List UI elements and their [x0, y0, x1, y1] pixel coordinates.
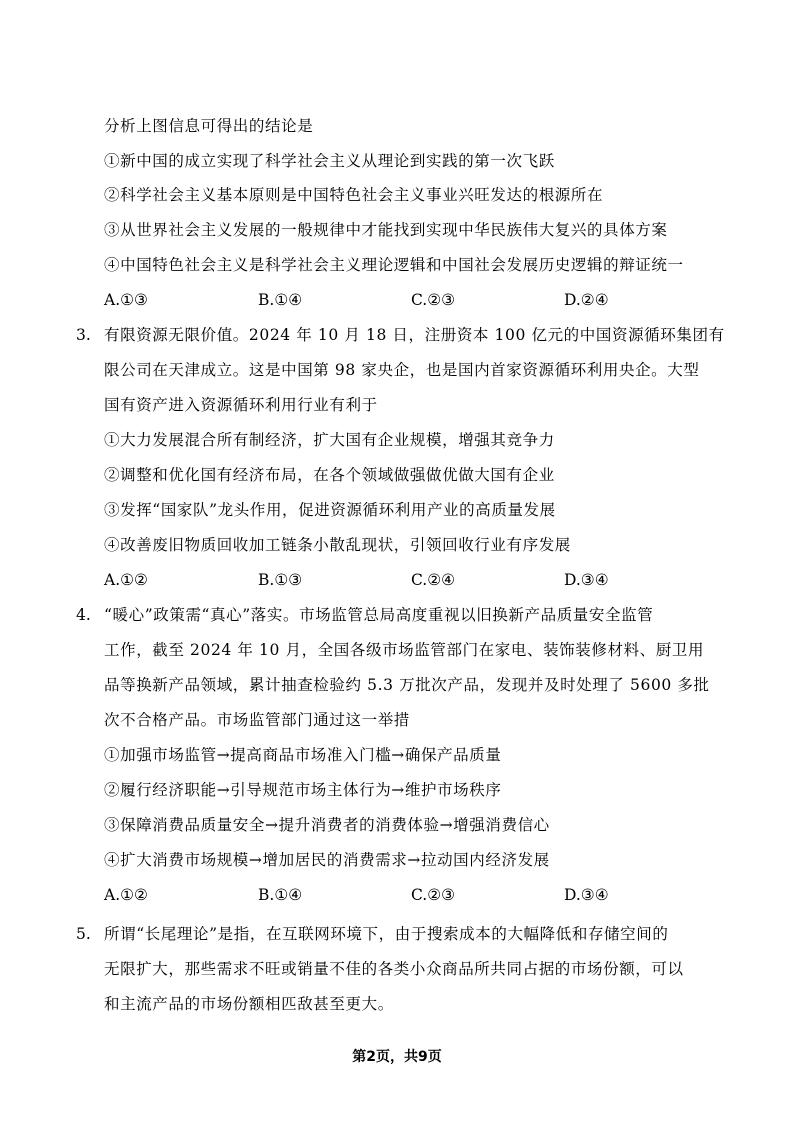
q4-option-c: C.②③: [411, 886, 456, 904]
q4-item-3: ③保障消费品质量安全→提升消费者的消费体验→增强消费信心: [104, 816, 550, 834]
q3-option-c: C.②④: [411, 571, 456, 589]
page-number-footer: 第2页，共9页: [352, 1049, 442, 1065]
q2-item-4: ④中国特色社会主义是科学社会主义理论逻辑和中国社会发展历史逻辑的辩证统一: [104, 256, 684, 274]
q5-stem-line-1: 所谓“长尾理论”是指，在互联网环境下，由于搜索成本的大幅降低和存储空间的: [104, 925, 669, 943]
q4-options: [104, 883, 724, 907]
q4-stem-line-2: 工作，截至 2024 年 10 月，全国各级市场监管部门在家电、装饰装修材料、厨卫用: [104, 641, 705, 659]
q4-stem-line-1: “暖心”政策需“真心”落实。市场监管总局高度重视以旧换新产品质量安全监管: [104, 606, 654, 624]
q2-item-1: ①新中国的成立实现了科学社会主义从理论到实践的第一次飞跃: [104, 152, 555, 170]
q3-stem-line-2: 限公司在天津成立。这是中国第 98 家央企，也是国内首家资源循环利用央企。大型: [104, 361, 700, 379]
q4-option-d: D.③④: [564, 886, 609, 904]
q2-item-3: ③从世界社会主义发展的一般规律中才能找到实现中华民族伟大复兴的具体方案: [104, 221, 668, 239]
q2-option-a: A.①③: [104, 291, 148, 309]
q4-stem-line-3: 品等换新产品领域，累计抽查检验约 5.3 万批次产品，发现并及时处理了 5600 多批: [104, 676, 710, 694]
q2-option-c: C.②③: [411, 291, 456, 309]
q4-option-a: A.①②: [104, 886, 148, 904]
q4-item-2: ②履行经济职能→引导规范市场主体行为→维护市场秩序: [104, 781, 502, 799]
q3-stem-line-1: 有限资源无限价值。2024 年 10 月 18 日，注册资本 100 亿元的中国资源循环集团有: [104, 326, 725, 344]
q5-stem-line-3: 和主流产品的市场份额相匹敌甚至更大。: [104, 995, 394, 1013]
q3-item-2: ②调整和优化国有经济布局，在各个领域做强做优做大国有企业: [104, 466, 555, 484]
q3-option-d: D.③④: [564, 571, 609, 589]
q2-item-2: ②科学社会主义基本原则是中国特色社会主义事业兴旺发达的根源所在: [104, 186, 604, 204]
q4-item-1: ①加强市场监管→提高商品市场准入门槛→确保产品质量: [104, 746, 502, 764]
q4-stem-line-4: 次不合格产品。市场监管部门通过这一举措: [104, 711, 410, 729]
q2-option-d: D.②④: [564, 291, 609, 309]
q3-option-b: B.①③: [258, 571, 303, 589]
q4-number: 4.: [76, 606, 91, 624]
q3-option-a: A.①②: [104, 571, 148, 589]
q3-options: [104, 568, 724, 592]
q2-options: [104, 288, 724, 312]
q2-stem: 分析上图信息可得出的结论是: [104, 117, 314, 135]
q3-item-3: ③发挥“国家队”龙头作用，促进资源循环利用产业的高质量发展: [104, 501, 556, 519]
q4-item-4: ④扩大消费市场规模→增加居民的消费需求→拉动国内经济发展: [104, 851, 550, 869]
q5-number: 5.: [76, 925, 91, 943]
q5-stem-line-2: 无限扩大，那些需求不旺或销量不佳的各类小众商品所共同占据的市场份额，可以: [104, 960, 684, 978]
q4-option-b: B.①④: [258, 886, 303, 904]
q2-option-b: B.①④: [258, 291, 303, 309]
q3-stem-line-3: 国有资产进入资源循环利用行业有利于: [104, 396, 378, 414]
q3-item-1: ①大力发展混合所有制经济，扩大国有企业规模，增强其竞争力: [104, 431, 555, 449]
q3-item-4: ④改善废旧物质回收加工链条小散乱现状，引领回收行业有序发展: [104, 536, 571, 554]
q3-number: 3.: [76, 326, 91, 344]
